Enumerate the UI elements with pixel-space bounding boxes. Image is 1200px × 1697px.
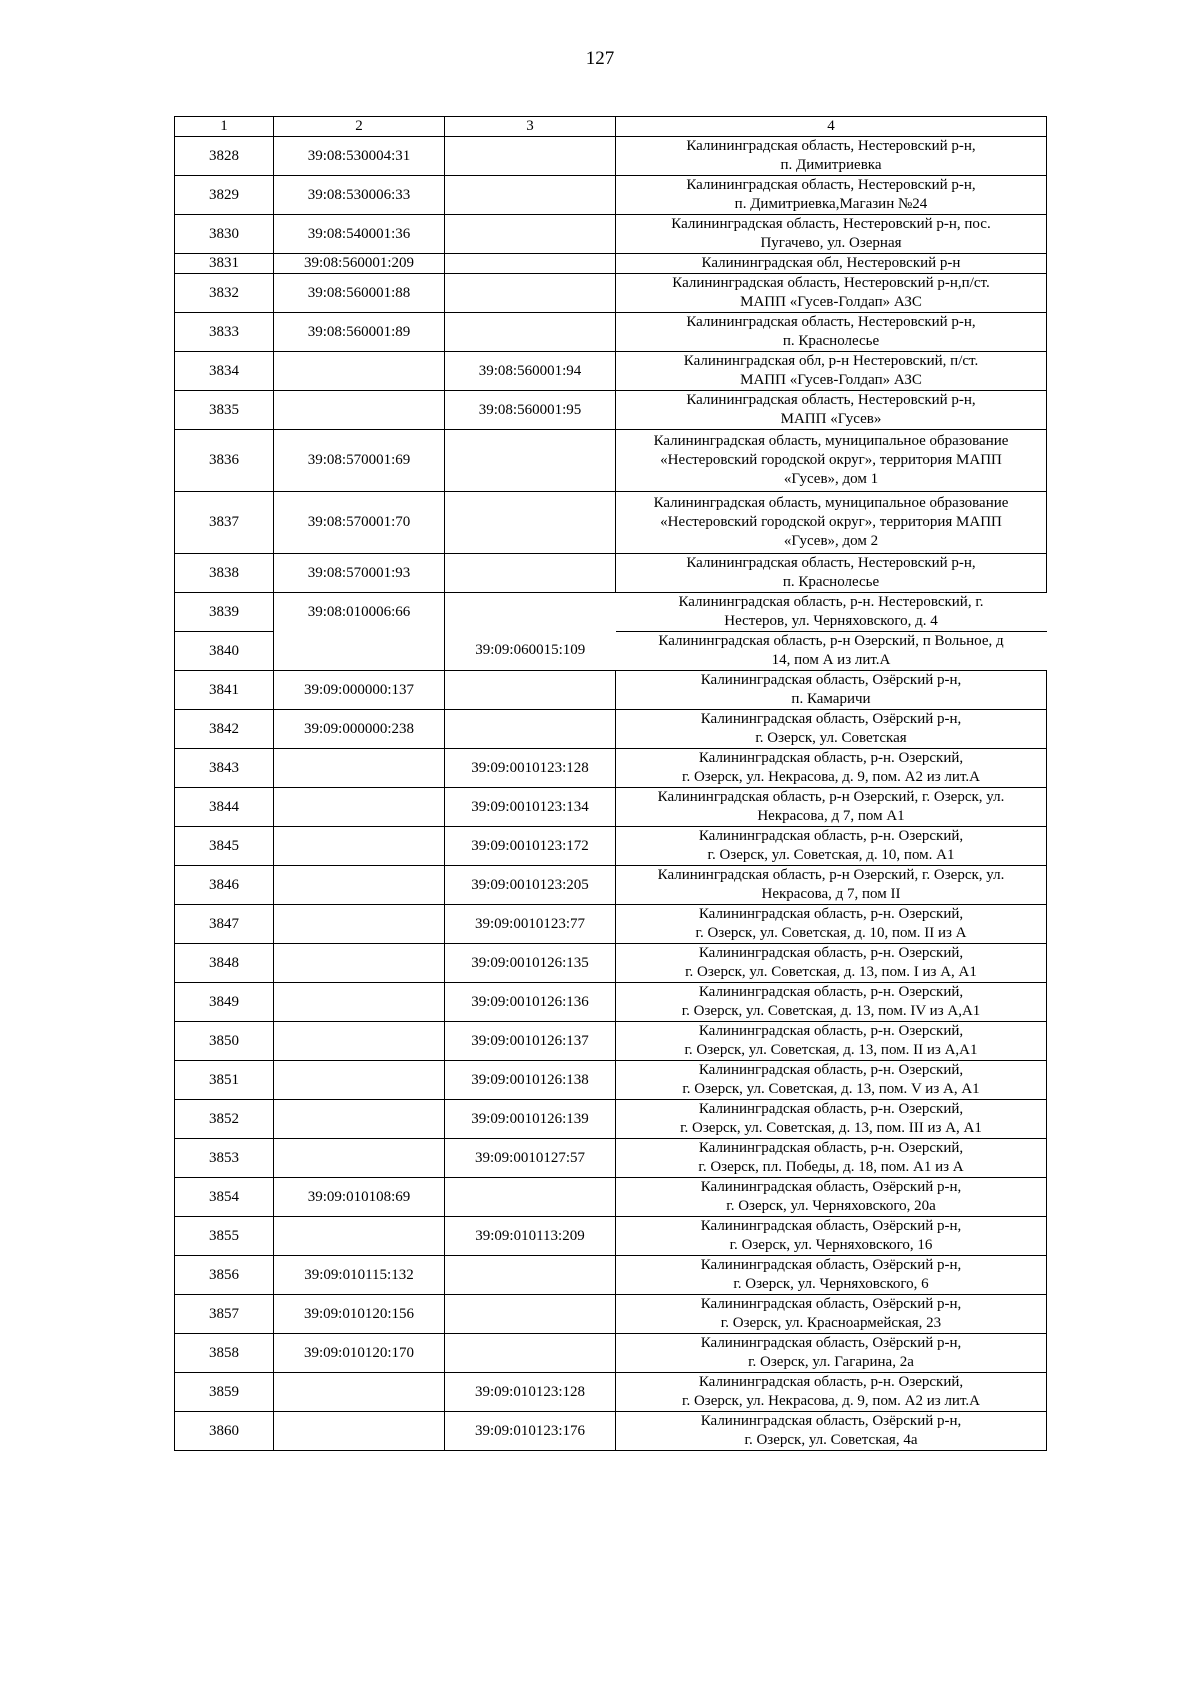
address-cell: Калининградская область, муниципальное образование «Нестеровский городской округ», территория МАПП «Гусев», дом 1 bbox=[616, 430, 1047, 492]
cadastral-number-cell bbox=[274, 1139, 445, 1178]
address-cell: Калининградская область, р-н. Озерский, г. Озерск, ул. Некрасова, д. 9, пом. А2 из лит.А bbox=[616, 1373, 1047, 1412]
row-number-cell: 3856 bbox=[175, 1256, 274, 1295]
address-cell: Калининградская область, Нестеровский р-н, п. Димитриевка bbox=[616, 137, 1047, 176]
cadastral-number-cell: 39:09:000000:137 bbox=[274, 671, 445, 710]
address-cell: Калининградская область, муниципальное образование «Нестеровский городской округ», территория МАПП «Гусев», дом 2 bbox=[616, 492, 1047, 554]
table-row bbox=[175, 176, 1047, 215]
cadastral-number-alt-cell bbox=[445, 1295, 616, 1334]
row-number-cell: 3848 bbox=[175, 944, 274, 983]
table-row bbox=[175, 352, 1047, 391]
row-number-cell: 3859 bbox=[175, 1373, 274, 1412]
table-row bbox=[175, 905, 1047, 944]
address-cell: Калининградская область, Озёрский р-н, г. Озерск, ул. Гагарина, 2а bbox=[616, 1334, 1047, 1373]
address-cell: Калининградская область, Озёрский р-н, г. Озерск, ул. Черняховского, 16 bbox=[616, 1217, 1047, 1256]
row-number-cell: 3829 bbox=[175, 176, 274, 215]
cadastral-number-alt-cell: 39:09:0010123:128 bbox=[445, 749, 616, 788]
table-row bbox=[175, 827, 1047, 866]
table-row bbox=[175, 1217, 1047, 1256]
row-number-cell: 3853 bbox=[175, 1139, 274, 1178]
table-body bbox=[175, 137, 1047, 1451]
table-row bbox=[175, 944, 1047, 983]
cadastral-number-cell: 39:08:530006:33 bbox=[274, 176, 445, 215]
cadastral-number-cell bbox=[274, 1217, 445, 1256]
address-cell: Калининградская область, Озёрский р-н, г. Озерск, ул. Черняховского, 6 bbox=[616, 1256, 1047, 1295]
table-row bbox=[175, 492, 1047, 554]
address-cell: Калининградская область, Озёрский р-н, г. Озерск, ул. Советская bbox=[616, 710, 1047, 749]
table-row bbox=[175, 1178, 1047, 1217]
row-number-cell: 3855 bbox=[175, 1217, 274, 1256]
address-cell: Калининградская область, Нестеровский р-н, МАПП «Гусев» bbox=[616, 391, 1047, 430]
address-cell: Калининградская обл, р-н Нестеровский, п/ст. МАПП «Гусев-Голдап» АЗС bbox=[616, 352, 1047, 391]
address-cell: Калининградская область, р-н. Озерский, г. Озерск, ул. Советская, д. 13, пом. III из А, А1 bbox=[616, 1100, 1047, 1139]
cadastral-number-alt-cell: 39:09:0010123:134 bbox=[445, 788, 616, 827]
address-cell: Калининградская область, р-н. Озерский, г. Озерск, ул. Советская, д. 13, пом. II из А,А1 bbox=[616, 1022, 1047, 1061]
cadastral-number-alt-cell bbox=[445, 430, 616, 492]
cadastral-number-cell: 39:08:540001:36 bbox=[274, 215, 445, 254]
row-number-cell: 3838 bbox=[175, 554, 274, 593]
cadastral-number-cell bbox=[274, 1061, 445, 1100]
address-cell: Калининградская область, Озёрский р-н, г. Озерск, ул. Черняховского, 20а bbox=[616, 1178, 1047, 1217]
cadastral-number-alt-cell bbox=[445, 1256, 616, 1295]
table-row bbox=[175, 1373, 1047, 1412]
cadastral-number-cell: 39:08:570001:93 bbox=[274, 554, 445, 593]
row-number-cell: 3860 bbox=[175, 1412, 274, 1451]
cadastral-number-alt-cell bbox=[445, 554, 616, 593]
address-cell: Калининградская область, р-н. Озерский, г. Озерск, ул. Советская, д. 10, пом. II из А bbox=[616, 905, 1047, 944]
table-row bbox=[175, 632, 1047, 671]
table-row bbox=[175, 313, 1047, 352]
address-cell: Калининградская область, Нестеровский р-н,п/ст. МАПП «Гусев-Голдап» АЗС bbox=[616, 274, 1047, 313]
cadastral-number-cell: 39:08:560001:209 bbox=[274, 254, 445, 274]
address-cell: Калининградская область, р-н Озерский, г. Озерск, ул. Некрасова, д 7, пом II bbox=[616, 866, 1047, 905]
row-number-cell: 3832 bbox=[175, 274, 274, 313]
row-number-cell: 3847 bbox=[175, 905, 274, 944]
address-cell: Калининградская область, Нестеровский р-н, пос. Пугачево, ул. Озерная bbox=[616, 215, 1047, 254]
cadastral-number-cell bbox=[274, 944, 445, 983]
cadastral-number-cell: 39:09:010120:170 bbox=[274, 1334, 445, 1373]
address-cell: Калининградская область, р-н. Озерский, г. Озерск, ул. Советская, д. 13, пом. I из А, А1 bbox=[616, 944, 1047, 983]
header-col-2: 2 bbox=[274, 117, 445, 137]
cadastral-number-alt-cell bbox=[445, 176, 616, 215]
address-cell: Калининградская область, Озёрский р-н, п. Камаричи bbox=[616, 671, 1047, 710]
row-number-cell: 3857 bbox=[175, 1295, 274, 1334]
address-cell: Калининградская область, р-н. Озерский, г. Озерск, ул. Советская, д. 13, пом. IV из А,А1 bbox=[616, 983, 1047, 1022]
address-cell: Калининградская обл, Нестеровский р-н bbox=[616, 254, 1047, 274]
row-number-cell: 3850 bbox=[175, 1022, 274, 1061]
cadastral-number-cell bbox=[274, 749, 445, 788]
cadastral-number-cell bbox=[274, 827, 445, 866]
row-number-cell: 3845 bbox=[175, 827, 274, 866]
cadastral-number-cell bbox=[274, 632, 445, 671]
cadastral-number-cell: 39:08:570001:70 bbox=[274, 492, 445, 554]
row-number-cell: 3851 bbox=[175, 1061, 274, 1100]
address-cell: Калининградская область, Нестеровский р-н, п. Краснолесье bbox=[616, 554, 1047, 593]
cadastral-number-cell: 39:09:010108:69 bbox=[274, 1178, 445, 1217]
header-col-3: 3 bbox=[445, 117, 616, 137]
cadastral-number-alt-cell bbox=[445, 1178, 616, 1217]
cadastral-number-alt-cell bbox=[445, 593, 616, 632]
cadastral-number-cell bbox=[274, 352, 445, 391]
row-number-cell: 3831 bbox=[175, 254, 274, 274]
cadastral-number-alt-cell bbox=[445, 710, 616, 749]
cadastral-number-alt-cell bbox=[445, 137, 616, 176]
address-cell: Калининградская область, р-н. Озерский, г. Озерск, ул. Некрасова, д. 9, пом. А2 из лит.А bbox=[616, 749, 1047, 788]
header-row bbox=[175, 117, 1047, 137]
table-row bbox=[175, 1100, 1047, 1139]
cadastral-number-cell bbox=[274, 788, 445, 827]
row-number-cell: 3828 bbox=[175, 137, 274, 176]
table-row bbox=[175, 788, 1047, 827]
cadastral-number-alt-cell: 39:09:0010126:139 bbox=[445, 1100, 616, 1139]
row-number-cell: 3833 bbox=[175, 313, 274, 352]
cadastral-number-cell bbox=[274, 905, 445, 944]
cadastral-number-alt-cell: 39:09:010113:209 bbox=[445, 1217, 616, 1256]
row-number-cell: 3852 bbox=[175, 1100, 274, 1139]
table-row bbox=[175, 1334, 1047, 1373]
row-number-cell: 3836 bbox=[175, 430, 274, 492]
table-row bbox=[175, 391, 1047, 430]
cadastral-number-alt-cell: 39:09:060015:109 bbox=[445, 632, 616, 671]
table-row bbox=[175, 254, 1047, 274]
row-number-cell: 3854 bbox=[175, 1178, 274, 1217]
row-number-cell: 3858 bbox=[175, 1334, 274, 1373]
row-number-cell: 3849 bbox=[175, 983, 274, 1022]
cadastral-number-alt-cell bbox=[445, 254, 616, 274]
cadastral-number-cell: 39:08:560001:88 bbox=[274, 274, 445, 313]
table-row bbox=[175, 710, 1047, 749]
row-number-cell: 3834 bbox=[175, 352, 274, 391]
table-row bbox=[175, 215, 1047, 254]
cadastral-number-alt-cell bbox=[445, 671, 616, 710]
address-cell: Калининградская область, Озёрский р-н, г. Озерск, ул. Советская, 4а bbox=[616, 1412, 1047, 1451]
row-number-cell: 3839 bbox=[175, 593, 274, 632]
row-number-cell: 3837 bbox=[175, 492, 274, 554]
row-number-cell: 3846 bbox=[175, 866, 274, 905]
table-row bbox=[175, 274, 1047, 313]
address-cell: Калининградская область, р-н Озерский, г. Озерск, ул. Некрасова, д 7, пом А1 bbox=[616, 788, 1047, 827]
cadastral-number-alt-cell bbox=[445, 313, 616, 352]
cadastral-number-cell bbox=[274, 391, 445, 430]
table-row bbox=[175, 1412, 1047, 1451]
cadastral-number-alt-cell bbox=[445, 274, 616, 313]
cadastral-number-alt-cell: 39:09:0010126:138 bbox=[445, 1061, 616, 1100]
address-cell: Калининградская область, Нестеровский р-н, п. Димитриевка,Магазин №24 bbox=[616, 176, 1047, 215]
cadastral-number-cell bbox=[274, 866, 445, 905]
header-col-4: 4 bbox=[616, 117, 1047, 137]
cadastral-number-alt-cell bbox=[445, 492, 616, 554]
cadastral-number-alt-cell bbox=[445, 215, 616, 254]
cadastral-number-cell: 39:08:570001:69 bbox=[274, 430, 445, 492]
address-cell: Калининградская область, р-н. Озерский, г. Озерск, ул. Советская, д. 10, пом. А1 bbox=[616, 827, 1047, 866]
table-row bbox=[175, 1139, 1047, 1178]
cadastral-number-alt-cell: 39:09:0010123:172 bbox=[445, 827, 616, 866]
table-row bbox=[175, 671, 1047, 710]
page-number: 127 bbox=[585, 48, 615, 69]
table-row bbox=[175, 430, 1047, 492]
cadastral-number-cell: 39:08:530004:31 bbox=[274, 137, 445, 176]
cadastral-number-cell bbox=[274, 1412, 445, 1451]
cadastral-number-cell bbox=[274, 983, 445, 1022]
row-number-cell: 3835 bbox=[175, 391, 274, 430]
cadastral-number-alt-cell: 39:09:010123:176 bbox=[445, 1412, 616, 1451]
registry-table bbox=[174, 116, 1047, 1451]
cadastral-number-alt-cell bbox=[445, 1334, 616, 1373]
table-row bbox=[175, 866, 1047, 905]
cadastral-number-alt-cell: 39:09:0010126:135 bbox=[445, 944, 616, 983]
cadastral-number-alt-cell: 39:09:0010123:205 bbox=[445, 866, 616, 905]
cadastral-number-alt-cell: 39:09:0010126:136 bbox=[445, 983, 616, 1022]
cadastral-number-alt-cell: 39:09:0010126:137 bbox=[445, 1022, 616, 1061]
cadastral-number-alt-cell: 39:09:0010127:57 bbox=[445, 1139, 616, 1178]
row-number-cell: 3830 bbox=[175, 215, 274, 254]
row-number-cell: 3843 bbox=[175, 749, 274, 788]
row-number-cell: 3840 bbox=[175, 632, 274, 671]
table-row bbox=[175, 1061, 1047, 1100]
address-cell: Калининградская область, Нестеровский р-н, п. Краснолесье bbox=[616, 313, 1047, 352]
table-row bbox=[175, 749, 1047, 788]
cadastral-number-cell: 39:08:560001:89 bbox=[274, 313, 445, 352]
cadastral-number-cell bbox=[274, 1022, 445, 1061]
row-number-cell: 3841 bbox=[175, 671, 274, 710]
address-cell: Калининградская область, р-н Озерский, п Вольное, д 14, пом А из лит.А bbox=[616, 632, 1047, 671]
cadastral-number-cell bbox=[274, 1100, 445, 1139]
table-row bbox=[175, 1256, 1047, 1295]
address-cell: Калининградская область, р-н. Озерский, г. Озерск, пл. Победы, д. 18, пом. А1 из А bbox=[616, 1139, 1047, 1178]
cadastral-number-cell: 39:09:010115:132 bbox=[274, 1256, 445, 1295]
header-col-1: 1 bbox=[175, 117, 274, 137]
table-row bbox=[175, 554, 1047, 593]
address-cell: Калининградская область, Озёрский р-н, г. Озерск, ул. Красноармейская, 23 bbox=[616, 1295, 1047, 1334]
table-row bbox=[175, 137, 1047, 176]
table-row bbox=[175, 983, 1047, 1022]
cadastral-number-cell bbox=[274, 1373, 445, 1412]
cadastral-number-alt-cell: 39:09:010123:128 bbox=[445, 1373, 616, 1412]
cadastral-number-alt-cell: 39:08:560001:95 bbox=[445, 391, 616, 430]
cadastral-number-cell: 39:09:000000:238 bbox=[274, 710, 445, 749]
cadastral-number-cell: 39:09:010120:156 bbox=[274, 1295, 445, 1334]
row-number-cell: 3842 bbox=[175, 710, 274, 749]
row-number-cell: 3844 bbox=[175, 788, 274, 827]
table-row bbox=[175, 593, 1047, 632]
address-cell: Калининградская область, р-н. Нестеровский, г. Нестеров, ул. Черняховского, д. 4 bbox=[616, 593, 1047, 632]
cadastral-number-cell: 39:08:010006:66 bbox=[274, 593, 445, 632]
address-cell: Калининградская область, р-н. Озерский, г. Озерск, ул. Советская, д. 13, пом. V из А, А1 bbox=[616, 1061, 1047, 1100]
table-row bbox=[175, 1022, 1047, 1061]
cadastral-number-alt-cell: 39:08:560001:94 bbox=[445, 352, 616, 391]
table-row bbox=[175, 1295, 1047, 1334]
cadastral-number-alt-cell: 39:09:0010123:77 bbox=[445, 905, 616, 944]
